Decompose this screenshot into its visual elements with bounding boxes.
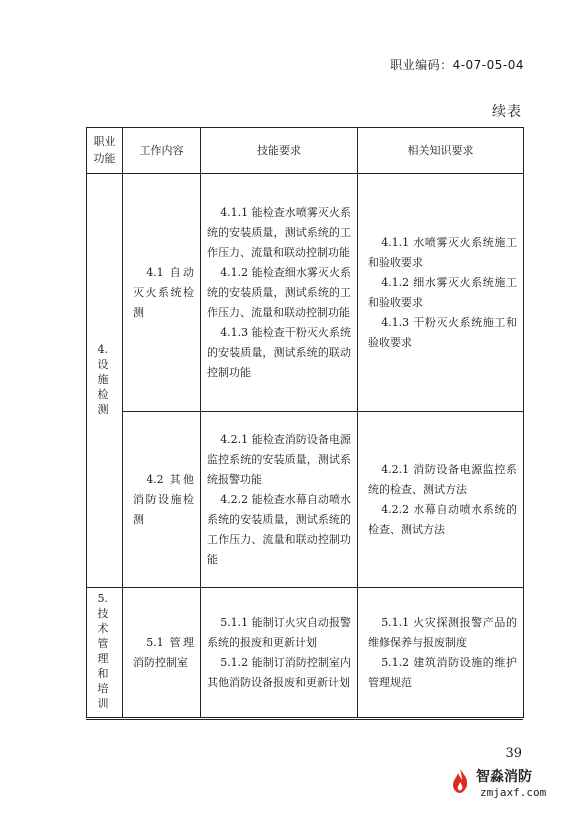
knowledge-cell (358, 588, 524, 718)
skill-item: 5.1.2 能制订消防控制室内其他消防设备报废和更新计划 (207, 655, 351, 689)
skills-table (86, 127, 524, 718)
work-cell: 5.1 管理消防控制室 (123, 588, 201, 718)
work-cell: 4.1 自动灭火系统检测 (123, 174, 201, 412)
table-row (87, 588, 524, 718)
knowledge-item: 4.1.1 水喷雾灭火系统施工和验收要求 (368, 235, 517, 269)
skill-item: 4.2.1 能检查消防设备电源监控系统的安装质量，测试系统报警功能 (207, 432, 351, 486)
table-row (87, 174, 524, 412)
brand-name: 智淼消防 (476, 769, 532, 785)
knowledge-item: 5.1.1 火灾探测报警产品的维修保养与报废制度 (368, 615, 517, 649)
footer-rule (86, 719, 523, 720)
brand-site: zmjaxf.com (480, 786, 547, 799)
function-cell-5: 5. 技术管理和培训 (87, 588, 123, 718)
skill-item: 4.1.2 能检查细水雾灭火系统的安装质量，测试系统的工作压力、流量和联动控制功能 (207, 265, 351, 319)
page-number: 39 (505, 746, 522, 761)
knowledge-cell (358, 412, 524, 588)
header-function: 职业功能 (87, 128, 123, 174)
skill-item: 4.2.2 能检查水幕自动喷水系统的安装质量，测试系统的工作压力、流量和联动控制功能 (207, 492, 351, 566)
job-code: 职业编码：4-07-05-04 (390, 58, 524, 72)
table-header-row (87, 128, 524, 174)
skill-cell (201, 588, 358, 718)
skill-item: 4.1.3 能检查干粉灭火系统的安装质量，测试系统的联动控制功能 (207, 325, 351, 379)
header-skill: 技能要求 (201, 128, 358, 174)
header-work: 工作内容 (123, 128, 201, 174)
knowledge-item: 4.2.1 消防设备电源监控系统的检查、测试方法 (368, 462, 517, 496)
skill-item: 4.1.1 能检查水喷雾灭火系统的安装质量，测试系统的工作压力、流量和联动控制功能 (207, 205, 351, 259)
knowledge-cell (358, 174, 524, 412)
function-cell-4: 4. 设施检测 (87, 174, 123, 588)
knowledge-item: 4.2.2 水幕自动喷水系统的检查、测试方法 (368, 502, 517, 536)
header-knowledge: 相关知识要求 (358, 128, 524, 174)
flame-icon (450, 768, 470, 794)
work-cell: 4.2 其他消防设施检测 (123, 412, 201, 588)
knowledge-item: 4.1.3 干粉灭火系统施工和验收要求 (368, 315, 517, 349)
skill-cell (201, 412, 358, 588)
brand-logo (450, 764, 568, 804)
skill-item: 5.1.1 能制订火灾自动报警系统的报废和更新计划 (207, 615, 351, 649)
table-row (87, 412, 524, 588)
knowledge-item: 5.1.2 建筑消防设施的维护管理规范 (368, 655, 517, 689)
knowledge-item: 4.1.2 细水雾灭火系统施工和验收要求 (368, 275, 517, 309)
continued-label: 续表 (492, 104, 522, 120)
skill-cell (201, 174, 358, 412)
